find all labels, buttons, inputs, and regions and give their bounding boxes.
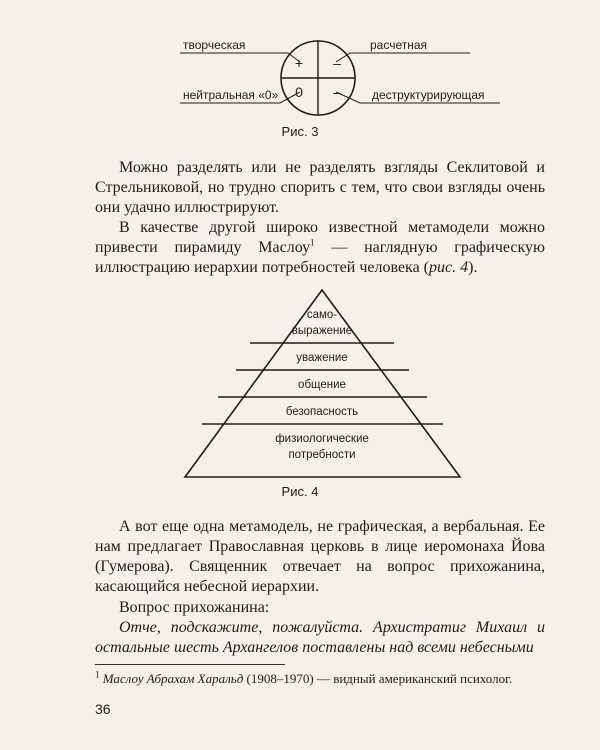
footnote-marker: 1	[95, 669, 100, 680]
pyramid-level-physiological-line-1: физиологические	[275, 433, 369, 445]
quadrant-top-left: +	[294, 55, 304, 71]
pyramid-level-communication: общение	[298, 379, 346, 391]
footnote-ref: 1	[310, 237, 315, 248]
paragraph-2-part-3: ).	[468, 259, 478, 276]
quadrant-bottom-right: –	[333, 84, 341, 100]
paragraph-3: А вот еще одна метамодель, не графическая, а вербальная. Ее нам предлагает Православная церковь в лице иеромонаха Йова (Гумерова). Священник отвечает на вопрос прихожанина, касающийся небесной иерархии.	[95, 518, 545, 595]
label-calculating: расчетная	[370, 38, 428, 52]
page-number: 36	[95, 701, 111, 717]
paragraph-2-part-2: — наглядную графическую иллюстрацию иерархии потребностей человека (	[95, 239, 546, 276]
paragraph-2-part-1: В качестве другой широко известной метамодели можно привести пирамиду Маслоу	[95, 219, 545, 256]
label-creative: творческая	[183, 38, 246, 52]
pyramid-level-safety: безопасность	[285, 406, 359, 418]
figure-4-reference: рис. 4	[429, 259, 469, 276]
pyramid-level-self-expression-line-1: само-	[306, 309, 338, 321]
quadrant-bottom-left: 0	[295, 84, 303, 100]
quadrant-top-right: –	[333, 55, 341, 71]
pyramid-level-esteem: уважение	[296, 352, 348, 364]
figure-4-caption: Рис. 4	[281, 484, 319, 499]
footnote	[95, 670, 545, 687]
pyramid-level-physiological-line-2: потребности	[288, 449, 356, 461]
footnote-name: Маслоу Абрахам Харальд	[102, 671, 244, 686]
paragraph-1: Можно разделять или не разделять взгляды Секлитовой и Стрельниковой, но трудно спорить с тем, что свои взгляды очень они удачно иллюстрируют.	[95, 159, 545, 216]
figure-3-caption: Рис. 3	[281, 124, 319, 139]
footnote-text: (1908–1970) — видный американский психолог.	[243, 671, 513, 686]
paragraph-4: Вопрос прихожанина:	[119, 599, 270, 616]
label-destructuring: деструктурирующая	[372, 88, 485, 102]
pyramid-level-self-expression-line-2: выражение	[291, 325, 353, 337]
paragraph-5: Отче, подскажите, пожалуйста. Архистратиг Михаил и остальные шесть Архангелов поставлены над всеми небесными	[95, 619, 545, 656]
footnote-separator	[95, 664, 285, 665]
label-neutral: нейтральная «0»	[183, 88, 279, 102]
